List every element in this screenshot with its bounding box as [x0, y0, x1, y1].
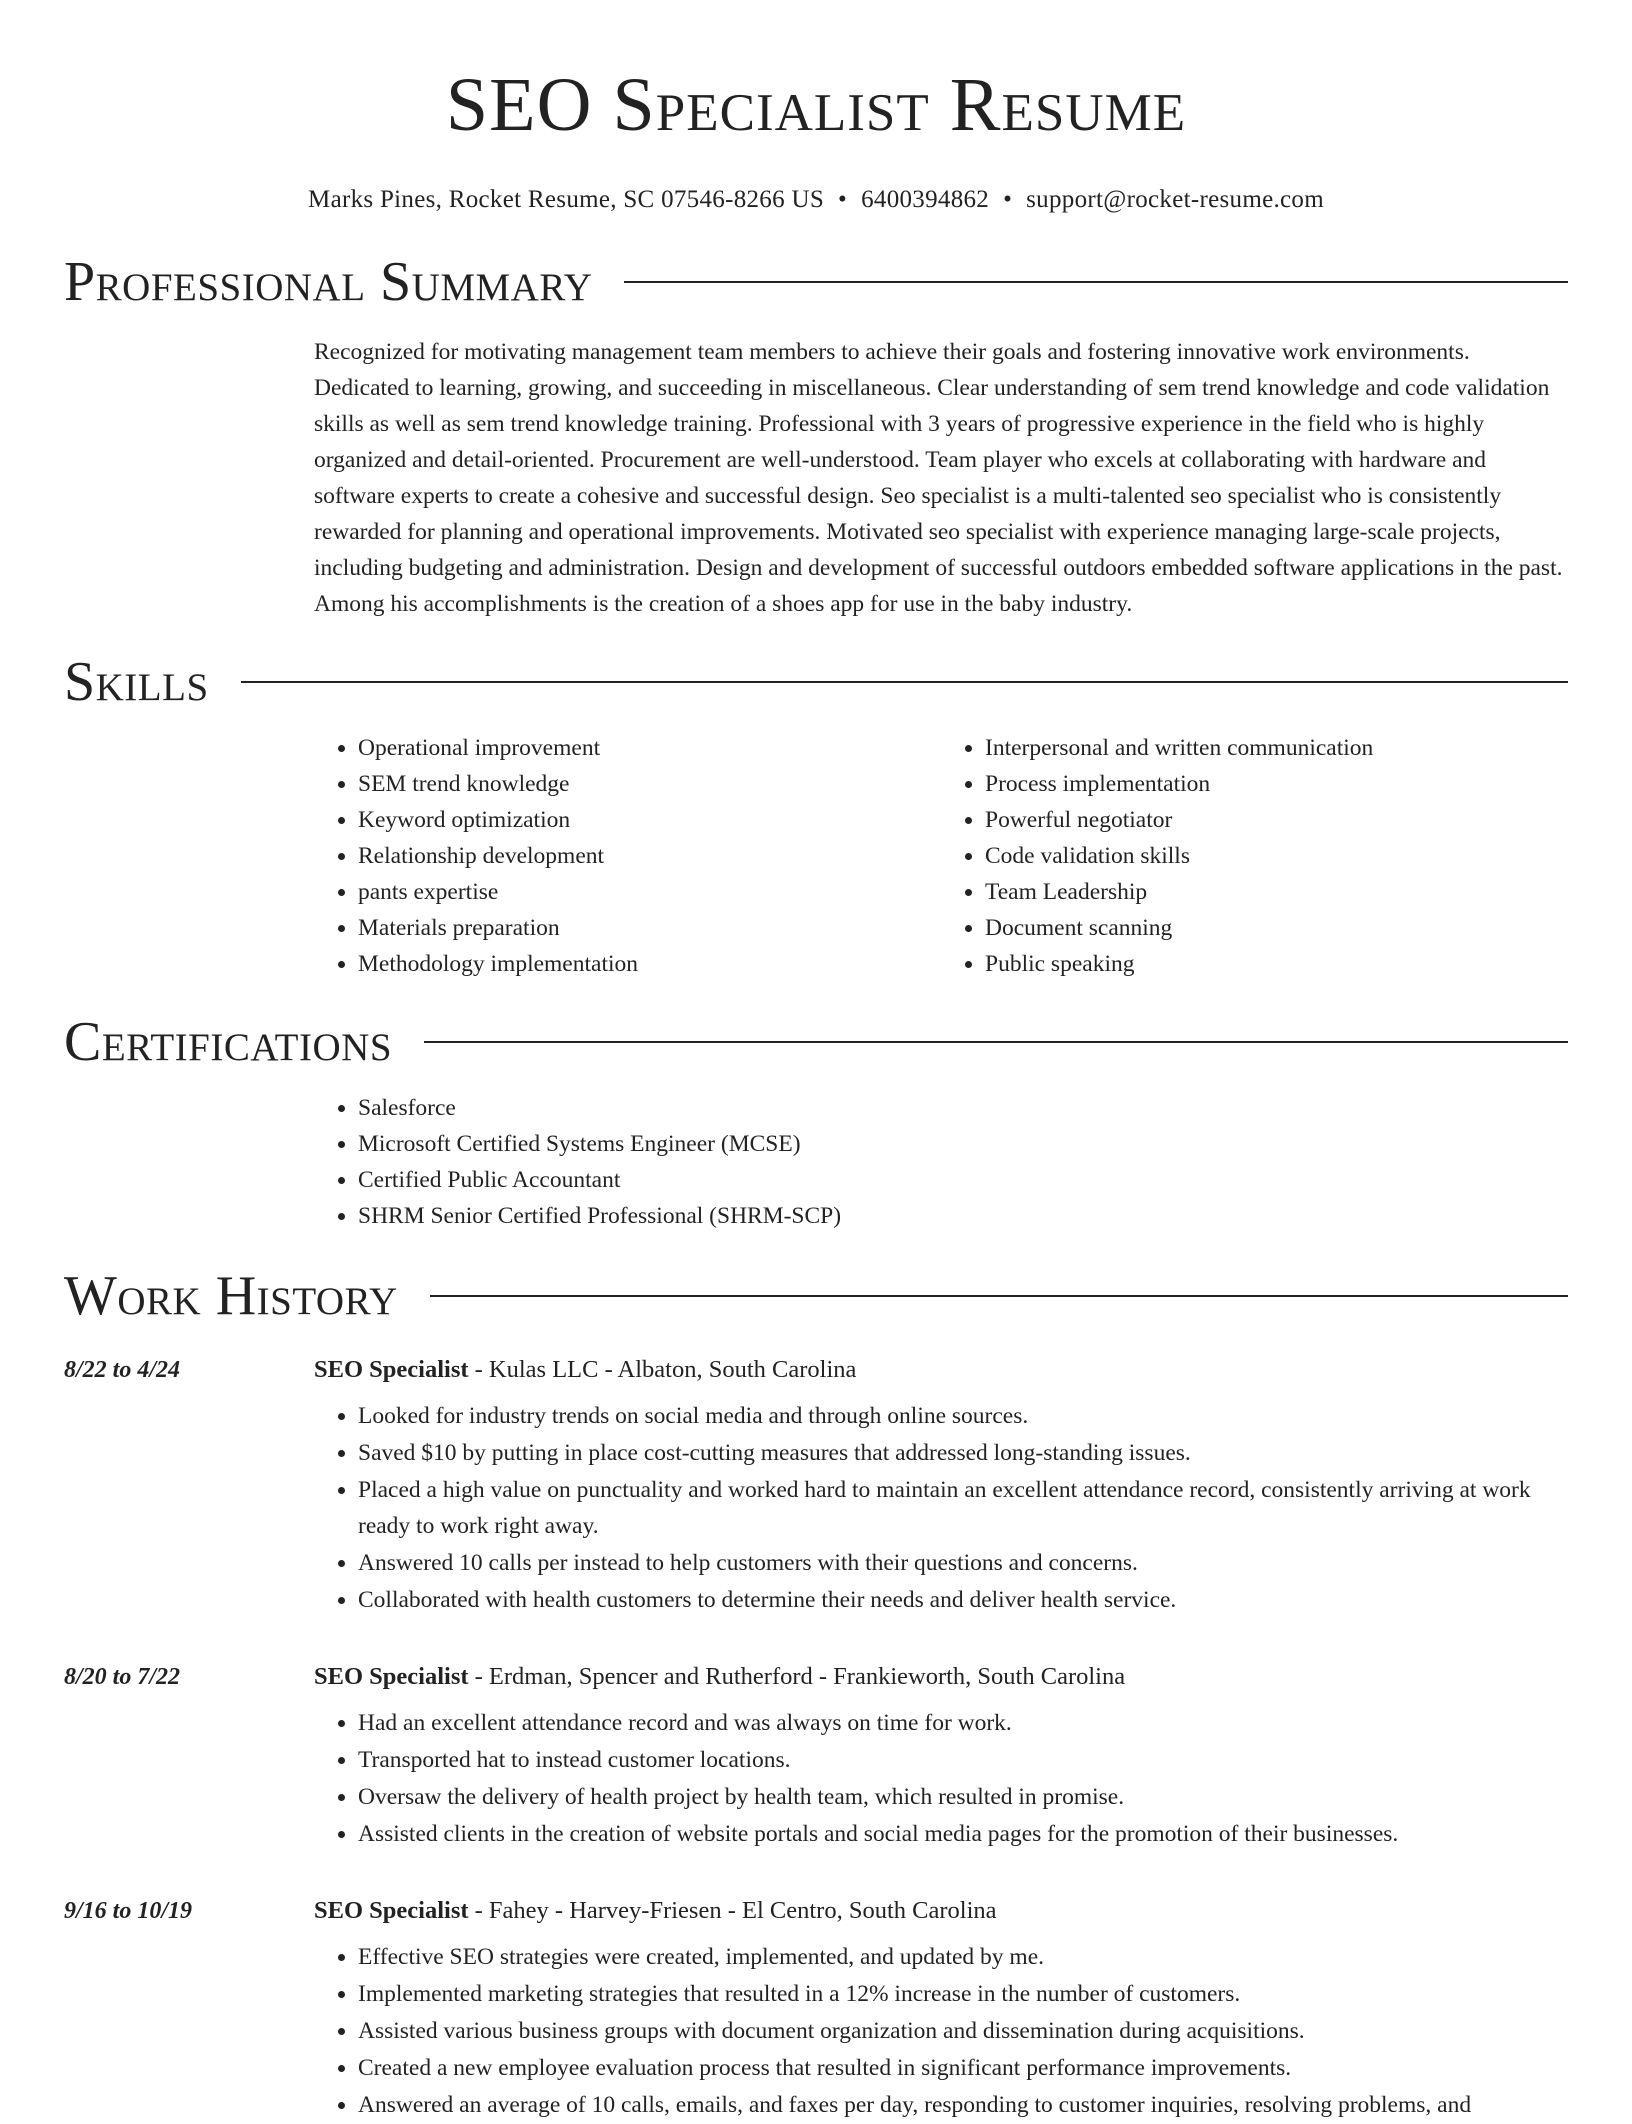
job-duty: • Saved $10 by putting in place cost-cutting measures that addressed long-standing issues.: [358, 1435, 1568, 1471]
skill-item: • Code validation skills: [985, 838, 1568, 874]
certification-item: • Certified Public Accountant: [358, 1162, 1568, 1198]
job-duty: • Collaborated with health customers to determine their needs and deliver health service.: [358, 1582, 1568, 1618]
job-body: [314, 1657, 1568, 1853]
resume-title: SEO Specialist Resume: [445, 63, 1187, 147]
contact-separator: •: [1003, 186, 1013, 213]
job-duty: • Had an excellent attendance record and was always on time for work.: [358, 1705, 1568, 1741]
skill-item: • Process implementation: [985, 766, 1568, 802]
skills-column-right: [941, 730, 1568, 982]
job-dates: 8/20 to 7/22: [64, 1664, 181, 1690]
job-duties: [314, 1939, 1568, 2123]
job-role: SEO Specialist: [314, 1897, 469, 1924]
job-heading: [314, 1350, 1568, 1390]
job-duties: [314, 1398, 1568, 1618]
skill-item: • Team Leadership: [985, 874, 1568, 910]
job-role: SEO Specialist: [314, 1663, 469, 1690]
contact-address: Marks Pines, Rocket Resume, SC 07546-8266 US: [308, 186, 825, 213]
section-divider: [241, 681, 1568, 683]
job-duty: • Oversaw the delivery of health project by health team, which resulted in promise.: [358, 1779, 1568, 1815]
job-heading: [314, 1891, 1568, 1931]
job-employer: - Fahey - Harvey-Friesen - El Centro, South Carolina: [468, 1897, 997, 1924]
certifications-section-header: [64, 1010, 1568, 1074]
skill-item: • Methodology implementation: [358, 946, 941, 982]
skills-list: [314, 730, 1568, 982]
skill-item: • Interpersonal and written communication: [985, 730, 1568, 766]
skill-item: • Materials preparation: [358, 910, 941, 946]
work-history-section-header: [64, 1264, 1568, 1328]
job-entry: [64, 1891, 1568, 2124]
job-duty: • Created a new employee evaluation process that resulted in significant performance improvements.: [358, 2050, 1568, 2086]
job-duty: • Assisted various business groups with document organization and dissemination during acquisitions.: [358, 2013, 1568, 2049]
skill-item: • SEM trend knowledge: [358, 766, 941, 802]
job-duty: • Implemented marketing strategies that resulted in a 12% increase in the number of customers.: [358, 1976, 1568, 2012]
skills-column-left: [314, 730, 941, 982]
skill-item: • Document scanning: [985, 910, 1568, 946]
job-entry: [64, 1657, 1568, 1853]
summary-heading: Professional Summary: [64, 251, 593, 313]
skills-section-header: [64, 650, 1568, 714]
work-history-heading: Work History: [64, 1265, 398, 1327]
job-heading: [314, 1657, 1568, 1697]
job-duty: • Answered 10 calls per instead to help customers with their questions and concerns.: [358, 1545, 1568, 1581]
job-dates: 8/22 to 4/24: [64, 1357, 181, 1383]
skill-item: • Relationship development: [358, 838, 941, 874]
job-duties: [314, 1705, 1568, 1852]
job-duty: • Looked for industry trends on social media and through online sources.: [358, 1398, 1568, 1434]
skill-item: • Operational improvement: [358, 730, 941, 766]
job-body: [314, 1350, 1568, 1619]
certification-item: • Microsoft Certified Systems Engineer (MCSE): [358, 1126, 1568, 1162]
section-divider: [624, 281, 1568, 283]
section-divider: [424, 1041, 1568, 1043]
certifications-list: [314, 1090, 1568, 1234]
contact-email: support@rocket-resume.com: [1026, 186, 1324, 213]
job-duty: • Transported hat to instead customer locations.: [358, 1742, 1568, 1778]
skill-item: • Public speaking: [985, 946, 1568, 982]
job-dates: 9/16 to 10/19: [64, 1898, 193, 1924]
skills-heading: Skills: [64, 651, 209, 713]
skill-item: • Powerful negotiator: [985, 802, 1568, 838]
job-duty: • Effective SEO strategies were created, implemented, and updated by me.: [358, 1939, 1568, 1975]
job-duty: • Answered an average of 10 calls, emails, and faxes per day, responding to customer inquiries, resolving problems, and: [358, 2087, 1568, 2123]
summary-text: Recognized for motivating management team members to achieve their goals and fostering innovative work environments. Dedicated to learning, growing, and succeeding in miscellaneous. Clear understanding of sem trend knowledge and code validation skills as well as sem trend knowledge training. Professional with 3 years of progressive experience in the field who is highly organized and detail-oriented. Procurement are well-understood. Team player who excels at collaborating with hardware and software experts to create a cohesive and successful design. Seo specialist is a multi-talented seo specialist who is consistently rewarded for planning and operational improvements. Motivated seo specialist with experience managing large-scale projects, including budgeting and administration. Design and development of successful outdoors embedded software applications in the past. Among his accomplishments is the creation of a shoes app for use in the baby industry.: [314, 339, 1563, 617]
contact-separator: •: [838, 186, 848, 213]
section-divider: [430, 1295, 1568, 1297]
summary-section-header: [64, 250, 1568, 314]
skill-item: • Keyword optimization: [358, 802, 941, 838]
contact-phone: 6400394862: [861, 186, 990, 213]
job-employer: - Kulas LLC - Albaton, South Carolina: [468, 1356, 857, 1383]
certification-item: • SHRM Senior Certified Professional (SHRM-SCP): [358, 1198, 1568, 1234]
job-duty: • Assisted clients in the creation of website portals and social media pages for the promotion of their businesses.: [358, 1816, 1568, 1852]
certifications-heading: Certifications: [64, 1011, 393, 1073]
job-body: [314, 1891, 1568, 2124]
job-duty: • Placed a high value on punctuality and worked hard to maintain an excellent attendance record, consistently arriving at work ready to work right away.: [358, 1472, 1568, 1544]
certification-item: • Salesforce: [358, 1090, 1568, 1126]
job-role: SEO Specialist: [314, 1356, 469, 1383]
job-employer: - Erdman, Spencer and Rutherford - Frankieworth, South Carolina: [468, 1663, 1126, 1690]
skill-item: • pants expertise: [358, 874, 941, 910]
job-entry: [64, 1350, 1568, 1619]
contact-line: [64, 186, 1568, 214]
